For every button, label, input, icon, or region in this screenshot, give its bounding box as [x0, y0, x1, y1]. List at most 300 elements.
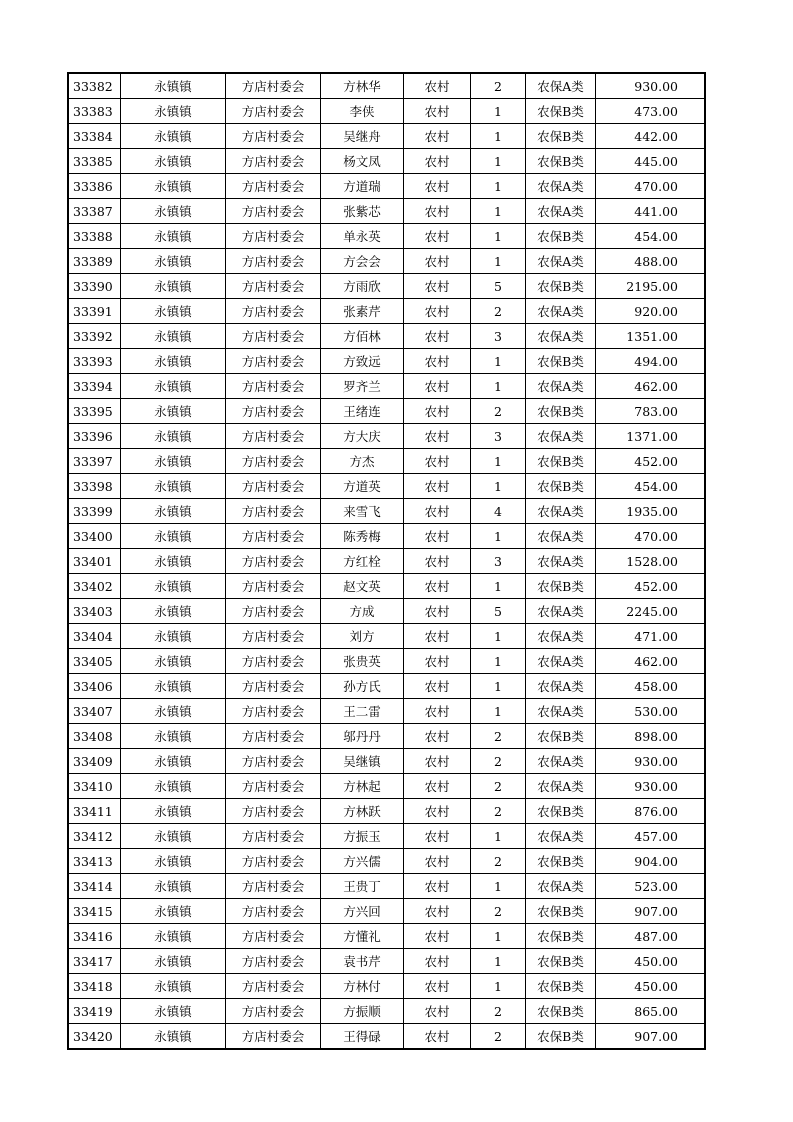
record-id-cell: 33419: [68, 999, 121, 1024]
insurance-category-cell: 农保A类: [526, 774, 596, 799]
person-name-cell: 李侠: [321, 99, 404, 124]
amount-cell: 450.00: [596, 974, 706, 999]
amount-cell: 462.00: [596, 374, 706, 399]
household-count-cell: 5: [471, 274, 526, 299]
town-cell: 永镇镇: [121, 749, 226, 774]
area-type-cell: 农村: [404, 299, 471, 324]
town-cell: 永镇镇: [121, 199, 226, 224]
household-count-cell: 1: [471, 974, 526, 999]
insurance-category-cell: 农保A类: [526, 699, 596, 724]
town-cell: 永镇镇: [121, 774, 226, 799]
household-count-cell: 1: [471, 924, 526, 949]
table-row: [68, 374, 705, 399]
table-row: [68, 724, 705, 749]
table-row: [68, 73, 705, 99]
amount-cell: 494.00: [596, 349, 706, 374]
village-committee-cell: 方店村委会: [226, 1024, 321, 1050]
area-type-cell: 农村: [404, 124, 471, 149]
town-cell: 永镇镇: [121, 724, 226, 749]
amount-cell: 907.00: [596, 1024, 706, 1050]
town-cell: 永镇镇: [121, 999, 226, 1024]
village-committee-cell: 方店村委会: [226, 324, 321, 349]
amount-cell: 454.00: [596, 474, 706, 499]
amount-cell: 1371.00: [596, 424, 706, 449]
town-cell: 永镇镇: [121, 124, 226, 149]
insurance-category-cell: 农保A类: [526, 299, 596, 324]
person-name-cell: 吴继舟: [321, 124, 404, 149]
household-count-cell: 3: [471, 324, 526, 349]
village-committee-cell: 方店村委会: [226, 799, 321, 824]
record-id-cell: 33386: [68, 174, 121, 199]
area-type-cell: 农村: [404, 874, 471, 899]
household-count-cell: 2: [471, 749, 526, 774]
person-name-cell: 王贵丁: [321, 874, 404, 899]
village-committee-cell: 方店村委会: [226, 199, 321, 224]
town-cell: 永镇镇: [121, 299, 226, 324]
record-id-cell: 33405: [68, 649, 121, 674]
insurance-category-cell: 农保B类: [526, 799, 596, 824]
record-id-cell: 33390: [68, 274, 121, 299]
village-committee-cell: 方店村委会: [226, 974, 321, 999]
record-id-cell: 33407: [68, 699, 121, 724]
town-cell: 永镇镇: [121, 349, 226, 374]
table-row: [68, 799, 705, 824]
household-count-cell: 1: [471, 474, 526, 499]
table-row: [68, 949, 705, 974]
town-cell: 永镇镇: [121, 899, 226, 924]
area-type-cell: 农村: [404, 849, 471, 874]
amount-cell: 462.00: [596, 649, 706, 674]
town-cell: 永镇镇: [121, 924, 226, 949]
table-row: [68, 399, 705, 424]
insurance-category-cell: 农保B类: [526, 1024, 596, 1050]
record-id-cell: 33385: [68, 149, 121, 174]
village-committee-cell: 方店村委会: [226, 124, 321, 149]
area-type-cell: 农村: [404, 199, 471, 224]
area-type-cell: 农村: [404, 774, 471, 799]
area-type-cell: 农村: [404, 174, 471, 199]
household-count-cell: 2: [471, 774, 526, 799]
person-name-cell: 王得碌: [321, 1024, 404, 1050]
person-name-cell: 方大庆: [321, 424, 404, 449]
household-count-cell: 1: [471, 374, 526, 399]
village-committee-cell: 方店村委会: [226, 424, 321, 449]
record-id-cell: 33406: [68, 674, 121, 699]
town-cell: 永镇镇: [121, 524, 226, 549]
amount-cell: 523.00: [596, 874, 706, 899]
record-id-cell: 33389: [68, 249, 121, 274]
household-count-cell: 1: [471, 349, 526, 374]
village-committee-cell: 方店村委会: [226, 524, 321, 549]
household-count-cell: 3: [471, 424, 526, 449]
amount-cell: 904.00: [596, 849, 706, 874]
village-committee-cell: 方店村委会: [226, 474, 321, 499]
table-row: [68, 524, 705, 549]
insurance-category-cell: 农保B类: [526, 99, 596, 124]
amount-cell: 487.00: [596, 924, 706, 949]
insurance-category-cell: 农保B类: [526, 349, 596, 374]
amount-cell: 930.00: [596, 73, 706, 99]
table-row: [68, 224, 705, 249]
table-row: [68, 699, 705, 724]
person-name-cell: 方道瑞: [321, 174, 404, 199]
village-committee-cell: 方店村委会: [226, 649, 321, 674]
household-count-cell: 1: [471, 149, 526, 174]
village-committee-cell: 方店村委会: [226, 399, 321, 424]
person-name-cell: 刘方: [321, 624, 404, 649]
insurance-category-cell: 农保A类: [526, 824, 596, 849]
table-row: [68, 424, 705, 449]
table-row: [68, 124, 705, 149]
amount-cell: 907.00: [596, 899, 706, 924]
area-type-cell: 农村: [404, 899, 471, 924]
area-type-cell: 农村: [404, 699, 471, 724]
area-type-cell: 农村: [404, 549, 471, 574]
town-cell: 永镇镇: [121, 699, 226, 724]
amount-cell: 471.00: [596, 624, 706, 649]
area-type-cell: 农村: [404, 149, 471, 174]
area-type-cell: 农村: [404, 73, 471, 99]
table-row: [68, 899, 705, 924]
amount-cell: 865.00: [596, 999, 706, 1024]
village-committee-cell: 方店村委会: [226, 824, 321, 849]
household-count-cell: 2: [471, 849, 526, 874]
village-committee-cell: 方店村委会: [226, 224, 321, 249]
town-cell: 永镇镇: [121, 674, 226, 699]
town-cell: 永镇镇: [121, 1024, 226, 1050]
town-cell: 永镇镇: [121, 549, 226, 574]
village-committee-cell: 方店村委会: [226, 999, 321, 1024]
town-cell: 永镇镇: [121, 574, 226, 599]
amount-cell: 457.00: [596, 824, 706, 849]
person-name-cell: 方兴儒: [321, 849, 404, 874]
village-committee-cell: 方店村委会: [226, 699, 321, 724]
person-name-cell: 孙方氏: [321, 674, 404, 699]
area-type-cell: 农村: [404, 324, 471, 349]
insurance-category-cell: 农保B类: [526, 849, 596, 874]
village-committee-cell: 方店村委会: [226, 574, 321, 599]
town-cell: 永镇镇: [121, 974, 226, 999]
person-name-cell: 方杰: [321, 449, 404, 474]
area-type-cell: 农村: [404, 599, 471, 624]
person-name-cell: 杨文凤: [321, 149, 404, 174]
person-name-cell: 袁书芹: [321, 949, 404, 974]
table-row: [68, 474, 705, 499]
person-name-cell: 张贵英: [321, 649, 404, 674]
insurance-category-cell: 农保B类: [526, 574, 596, 599]
household-count-cell: 1: [471, 674, 526, 699]
household-count-cell: 2: [471, 1024, 526, 1050]
town-cell: 永镇镇: [121, 499, 226, 524]
table-row: [68, 449, 705, 474]
record-id-cell: 33417: [68, 949, 121, 974]
table-row: [68, 824, 705, 849]
village-committee-cell: 方店村委会: [226, 674, 321, 699]
area-type-cell: 农村: [404, 1024, 471, 1050]
record-id-cell: 33411: [68, 799, 121, 824]
insurance-category-cell: 农保A类: [526, 249, 596, 274]
village-committee-cell: 方店村委会: [226, 299, 321, 324]
amount-cell: 441.00: [596, 199, 706, 224]
table-row: [68, 874, 705, 899]
insurance-category-cell: 农保A类: [526, 649, 596, 674]
area-type-cell: 农村: [404, 99, 471, 124]
person-name-cell: 王绪连: [321, 399, 404, 424]
household-count-cell: 3: [471, 549, 526, 574]
table-row: [68, 174, 705, 199]
household-count-cell: 1: [471, 224, 526, 249]
person-name-cell: 方林华: [321, 73, 404, 99]
table-row: [68, 199, 705, 224]
town-cell: 永镇镇: [121, 824, 226, 849]
area-type-cell: 农村: [404, 949, 471, 974]
record-id-cell: 33408: [68, 724, 121, 749]
table-row: [68, 324, 705, 349]
town-cell: 永镇镇: [121, 224, 226, 249]
amount-cell: 445.00: [596, 149, 706, 174]
village-committee-cell: 方店村委会: [226, 949, 321, 974]
record-id-cell: 33418: [68, 974, 121, 999]
person-name-cell: 赵文英: [321, 574, 404, 599]
person-name-cell: 方林起: [321, 774, 404, 799]
insurance-category-cell: 农保B类: [526, 274, 596, 299]
amount-cell: 898.00: [596, 724, 706, 749]
person-name-cell: 方致远: [321, 349, 404, 374]
table-row: [68, 599, 705, 624]
village-committee-cell: 方店村委会: [226, 349, 321, 374]
insurance-category-cell: 农保A类: [526, 499, 596, 524]
person-name-cell: 方懂礼: [321, 924, 404, 949]
person-name-cell: 方雨欣: [321, 274, 404, 299]
area-type-cell: 农村: [404, 724, 471, 749]
area-type-cell: 农村: [404, 474, 471, 499]
insurance-category-cell: 农保A类: [526, 324, 596, 349]
town-cell: 永镇镇: [121, 424, 226, 449]
amount-cell: 920.00: [596, 299, 706, 324]
household-count-cell: 1: [471, 199, 526, 224]
amount-cell: 454.00: [596, 224, 706, 249]
village-committee-cell: 方店村委会: [226, 149, 321, 174]
amount-cell: 1528.00: [596, 549, 706, 574]
record-id-cell: 33387: [68, 199, 121, 224]
insurance-category-cell: 农保B类: [526, 449, 596, 474]
record-id-cell: 33382: [68, 73, 121, 99]
insurance-category-cell: 农保B类: [526, 474, 596, 499]
person-name-cell: 方林跃: [321, 799, 404, 824]
table-row: [68, 549, 705, 574]
household-count-cell: 1: [471, 574, 526, 599]
record-id-cell: 33420: [68, 1024, 121, 1050]
table-row: [68, 249, 705, 274]
amount-cell: 450.00: [596, 949, 706, 974]
town-cell: 永镇镇: [121, 374, 226, 399]
town-cell: 永镇镇: [121, 874, 226, 899]
area-type-cell: 农村: [404, 674, 471, 699]
record-id-cell: 33396: [68, 424, 121, 449]
person-name-cell: 张素芹: [321, 299, 404, 324]
household-count-cell: 1: [471, 449, 526, 474]
village-committee-cell: 方店村委会: [226, 249, 321, 274]
amount-cell: 930.00: [596, 749, 706, 774]
record-id-cell: 33415: [68, 899, 121, 924]
village-committee-cell: 方店村委会: [226, 749, 321, 774]
village-committee-cell: 方店村委会: [226, 924, 321, 949]
town-cell: 永镇镇: [121, 324, 226, 349]
insurance-category-cell: 农保A类: [526, 674, 596, 699]
amount-cell: 2195.00: [596, 274, 706, 299]
household-count-cell: 1: [471, 949, 526, 974]
town-cell: 永镇镇: [121, 73, 226, 99]
household-count-cell: 1: [471, 99, 526, 124]
amount-cell: 783.00: [596, 399, 706, 424]
village-committee-cell: 方店村委会: [226, 899, 321, 924]
area-type-cell: 农村: [404, 274, 471, 299]
record-id-cell: 33414: [68, 874, 121, 899]
record-id-cell: 33409: [68, 749, 121, 774]
town-cell: 永镇镇: [121, 599, 226, 624]
person-name-cell: 方振玉: [321, 824, 404, 849]
person-name-cell: 王二雷: [321, 699, 404, 724]
record-id-cell: 33401: [68, 549, 121, 574]
person-name-cell: 陈秀梅: [321, 524, 404, 549]
household-count-cell: 1: [471, 524, 526, 549]
household-count-cell: 1: [471, 874, 526, 899]
area-type-cell: 农村: [404, 574, 471, 599]
town-cell: 永镇镇: [121, 449, 226, 474]
amount-cell: 1351.00: [596, 324, 706, 349]
insurance-category-cell: 农保A类: [526, 524, 596, 549]
insurance-category-cell: 农保B类: [526, 224, 596, 249]
record-id-cell: 33413: [68, 849, 121, 874]
record-id-cell: 33383: [68, 99, 121, 124]
household-count-cell: 1: [471, 649, 526, 674]
town-cell: 永镇镇: [121, 474, 226, 499]
area-type-cell: 农村: [404, 374, 471, 399]
household-count-cell: 1: [471, 124, 526, 149]
area-type-cell: 农村: [404, 749, 471, 774]
record-id-cell: 33404: [68, 624, 121, 649]
town-cell: 永镇镇: [121, 649, 226, 674]
amount-cell: 530.00: [596, 699, 706, 724]
area-type-cell: 农村: [404, 649, 471, 674]
record-id-cell: 33395: [68, 399, 121, 424]
area-type-cell: 农村: [404, 424, 471, 449]
town-cell: 永镇镇: [121, 399, 226, 424]
records-table: [67, 72, 706, 1050]
area-type-cell: 农村: [404, 624, 471, 649]
record-id-cell: 33397: [68, 449, 121, 474]
table-row: [68, 774, 705, 799]
record-id-cell: 33398: [68, 474, 121, 499]
insurance-category-cell: 农保B类: [526, 974, 596, 999]
household-count-cell: 2: [471, 299, 526, 324]
record-id-cell: 33416: [68, 924, 121, 949]
village-committee-cell: 方店村委会: [226, 73, 321, 99]
insurance-category-cell: 农保B类: [526, 149, 596, 174]
record-id-cell: 33393: [68, 349, 121, 374]
insurance-category-cell: 农保B类: [526, 949, 596, 974]
table-row: [68, 274, 705, 299]
records-table-body: [68, 73, 705, 1049]
insurance-category-cell: 农保A类: [526, 874, 596, 899]
table-row: [68, 574, 705, 599]
record-id-cell: 33388: [68, 224, 121, 249]
village-committee-cell: 方店村委会: [226, 599, 321, 624]
person-name-cell: 方振顺: [321, 999, 404, 1024]
town-cell: 永镇镇: [121, 799, 226, 824]
person-name-cell: 方兴回: [321, 899, 404, 924]
table-row: [68, 99, 705, 124]
person-name-cell: 方红栓: [321, 549, 404, 574]
record-id-cell: 33400: [68, 524, 121, 549]
amount-cell: 930.00: [596, 774, 706, 799]
area-type-cell: 农村: [404, 224, 471, 249]
household-count-cell: 2: [471, 899, 526, 924]
person-name-cell: 罗齐兰: [321, 374, 404, 399]
person-name-cell: 方林付: [321, 974, 404, 999]
table-row: [68, 649, 705, 674]
record-id-cell: 33412: [68, 824, 121, 849]
record-id-cell: 33392: [68, 324, 121, 349]
town-cell: 永镇镇: [121, 149, 226, 174]
amount-cell: 1935.00: [596, 499, 706, 524]
table-row: [68, 624, 705, 649]
village-committee-cell: 方店村委会: [226, 549, 321, 574]
record-id-cell: 33391: [68, 299, 121, 324]
village-committee-cell: 方店村委会: [226, 624, 321, 649]
amount-cell: 876.00: [596, 799, 706, 824]
town-cell: 永镇镇: [121, 624, 226, 649]
town-cell: 永镇镇: [121, 849, 226, 874]
person-name-cell: 方成: [321, 599, 404, 624]
insurance-category-cell: 农保A类: [526, 624, 596, 649]
area-type-cell: 农村: [404, 449, 471, 474]
amount-cell: 488.00: [596, 249, 706, 274]
person-name-cell: 来雪飞: [321, 499, 404, 524]
village-committee-cell: 方店村委会: [226, 374, 321, 399]
insurance-category-cell: 农保A类: [526, 599, 596, 624]
area-type-cell: 农村: [404, 499, 471, 524]
table-row: [68, 674, 705, 699]
area-type-cell: 农村: [404, 999, 471, 1024]
town-cell: 永镇镇: [121, 174, 226, 199]
person-name-cell: 吴继镇: [321, 749, 404, 774]
insurance-category-cell: 农保B类: [526, 399, 596, 424]
amount-cell: 442.00: [596, 124, 706, 149]
area-type-cell: 农村: [404, 349, 471, 374]
household-count-cell: 2: [471, 999, 526, 1024]
household-count-cell: 1: [471, 624, 526, 649]
table-row: [68, 749, 705, 774]
person-name-cell: 方道英: [321, 474, 404, 499]
record-id-cell: 33402: [68, 574, 121, 599]
insurance-category-cell: 农保A类: [526, 174, 596, 199]
record-id-cell: 33394: [68, 374, 121, 399]
person-name-cell: 邬丹丹: [321, 724, 404, 749]
table-row: [68, 924, 705, 949]
household-count-cell: 2: [471, 73, 526, 99]
household-count-cell: 1: [471, 249, 526, 274]
insurance-category-cell: 农保A类: [526, 199, 596, 224]
amount-cell: 452.00: [596, 574, 706, 599]
village-committee-cell: 方店村委会: [226, 874, 321, 899]
amount-cell: 452.00: [596, 449, 706, 474]
town-cell: 永镇镇: [121, 949, 226, 974]
village-committee-cell: 方店村委会: [226, 724, 321, 749]
area-type-cell: 农村: [404, 399, 471, 424]
area-type-cell: 农村: [404, 924, 471, 949]
household-count-cell: 2: [471, 799, 526, 824]
